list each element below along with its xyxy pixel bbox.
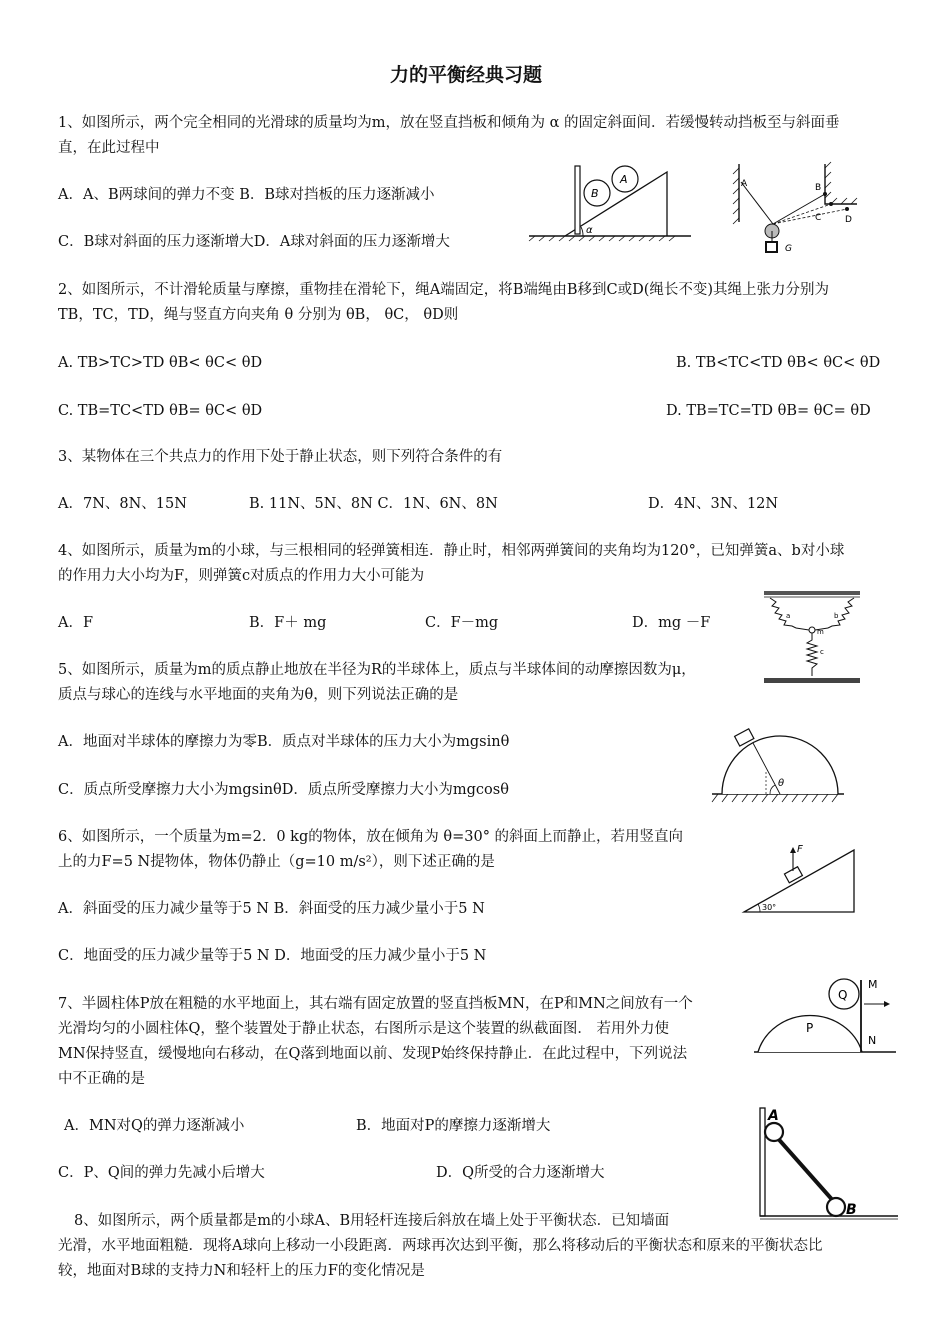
q6-options-cd: C．地面受的压力减少量等于5 N D．地面受的压力减少量小于5 N [58, 948, 487, 964]
q7-fig-label-m: M [868, 978, 878, 991]
q1-fig-label-alpha: α [586, 225, 593, 236]
q6-figure [738, 838, 858, 916]
q5-stem-line2: 质点与球心的连线与水平地面的夹角为θ，则下列说法正确的是 [58, 687, 459, 703]
q2-fig-label-b: B [815, 183, 822, 193]
q5-options-ab: A．地面对半球体的摩擦力为零B．质点对半球体的压力大小为mgsinθ [58, 734, 510, 750]
q1-stem-line2: 直，在此过程中 [58, 140, 160, 156]
q7-option-c: C．P、Q间的弹力先减小后增大 [58, 1165, 265, 1181]
q3-stem: 3、某物体在三个共点力的作用下处于静止状态，则下列符合条件的有 [58, 449, 503, 465]
q5-figure [708, 722, 848, 808]
q6-fig-label-f: F [797, 844, 803, 855]
q7-fig-label-q: Q [838, 988, 848, 1002]
q1-options-ab: A．A、B两球间的弹力不变 B．B球对挡板的压力逐渐减小 [58, 187, 435, 203]
q1-fig-label-a: A [620, 173, 628, 186]
q7-option-a: A．MN对Q的弹力逐渐减小 [64, 1118, 245, 1134]
q2-fig-label-a: A [741, 179, 748, 189]
q2-stem-line2: TB，TC，TD，绳与竖直方向夹角 θ 分别为 θB， θC， θD则 [58, 307, 459, 323]
q2-figure [727, 160, 862, 260]
q4-option-b: B．F＋ mg [249, 615, 327, 631]
q5-options-cd: C．质点所受摩擦力大小为mgsinθD．质点所受摩擦力大小为mgcosθ [58, 782, 509, 798]
q7-option-d: D．Q所受的合力逐渐增大 [436, 1165, 605, 1181]
q1-figure [525, 160, 695, 242]
q4-fig-label-a: a [786, 612, 791, 620]
q2-fig-label-c: C [815, 213, 822, 223]
q7-fig-label-n: N [868, 1034, 877, 1047]
q4-fig-label-b: b [834, 612, 839, 620]
q6-fig-label-angle: 30° [762, 903, 777, 912]
q4-option-a: A．F [58, 615, 94, 631]
q7-figure [750, 974, 900, 1058]
q7-stem-line4: 中不正确的是 [58, 1071, 145, 1087]
q2-fig-label-g: G [785, 244, 792, 254]
q8-fig-label-b: B [846, 1202, 857, 1218]
q7-fig-label-p: P [806, 1021, 814, 1035]
q1-stem-line1: 1、如图所示，两个完全相同的光滑球的质量均为m，放在竖直挡板和倾角为 α 的固定斜面间．若缓慢转动挡板至与斜面垂 [58, 115, 840, 131]
q4-option-d: D．mg －F [632, 615, 711, 631]
q1-fig-label-b: B [591, 187, 599, 200]
q6-stem-line1: 6、如图所示，一个质量为m=2．0 kg的物体，放在倾角为 θ=30° 的斜面上而静止，若用竖直向 [58, 829, 684, 845]
q2-option-b: B. TB<TC<TD θB< θC< θD [676, 355, 881, 371]
q4-figure [762, 588, 862, 688]
q6-options-ab: A．斜面受的压力减少量等于5 N B．斜面受的压力减少量小于5 N [58, 901, 485, 917]
q3-options-bc: B. 11N、5N、8N C．1N、6N、8N [249, 496, 498, 512]
page-title: 力的平衡经典习题 [390, 64, 543, 86]
q2-stem-line1: 2、如图所示，不计滑轮质量与摩擦，重物挂在滑轮下，绳A端固定，将B端绳由B移到C或D(绳长不变)其绳上张力分别为 [58, 282, 830, 298]
q3-option-d: D．4N、3N、12N [648, 496, 779, 512]
q4-stem-line2: 的作用力大小均为F，则弹簧c对质点的作用力大小可能为 [58, 568, 425, 584]
q7-stem-line1: 7、半圆柱体P放在粗糙的水平地面上，其右端有固定放置的竖直挡板MN，在P和MN之间放有一个 [58, 996, 693, 1012]
q2-fig-label-d: D [845, 215, 852, 225]
q3-option-a: A．7N、8N、15N [58, 496, 187, 512]
q4-fig-label-c: c [820, 648, 824, 656]
q8-stem-line3: 较，地面对B球的支持力N和轻杆上的压力F的变化情况是 [58, 1263, 425, 1279]
q5-stem-line1: 5、如图所示，质量为m的质点静止地放在半径为R的半球体上，质点与半球体间的动摩擦因数为μ， [58, 662, 696, 678]
q1-options-cd: C．B球对斜面的压力逐渐增大D．A球对斜面的压力逐渐增大 [58, 234, 450, 250]
q8-stem-line2: 光滑，水平地面粗糙．现将A球向上移动一小段距离．两球再次达到平衡，那么将移动后的平衡状态和原来的平衡状态比 [58, 1238, 823, 1254]
q2-option-d: D. TB=TC=TD θB= θC= θD [666, 403, 871, 419]
q4-stem-line1: 4、如图所示，质量为m的小球，与三根相同的轻弹簧相连．静止时，相邻两弹簧间的夹角均为120°，已知弹簧a、b对小球 [58, 543, 845, 559]
q7-option-b: B．地面对P的摩擦力逐渐增大 [356, 1118, 551, 1134]
q7-stem-line3: MN保持竖直，缓慢地向右移动，在Q落到地面以前、发现P始终保持静止．在此过程中，下列说法 [58, 1046, 688, 1062]
q4-option-c: C．F－mg [425, 615, 499, 631]
q7-stem-line2: 光滑均匀的小圆柱体Q，整个装置处于静止状态，右图所示是这个装置的纵截面图． 若用外力使 [58, 1021, 669, 1037]
q4-fig-label-m: m [817, 628, 824, 636]
q6-stem-line2: 上的力F=5 N提物体，物体仍静止（g=10 m/s²），则下述正确的是 [58, 854, 495, 870]
q2-option-c: C. TB=TC<TD θB= θC< θD [58, 403, 263, 419]
q8-fig-label-a: A [768, 1108, 779, 1124]
q8-figure [752, 1104, 902, 1222]
q8-stem-line1: 8、如图所示，两个质量都是m的小球A、B用轻杆连接后斜放在墙上处于平衡状态．已知墙面 [74, 1213, 670, 1229]
q5-fig-label-theta: θ [778, 778, 785, 789]
q2-option-a: A. TB>TC>TD θB< θC< θD [58, 355, 263, 371]
